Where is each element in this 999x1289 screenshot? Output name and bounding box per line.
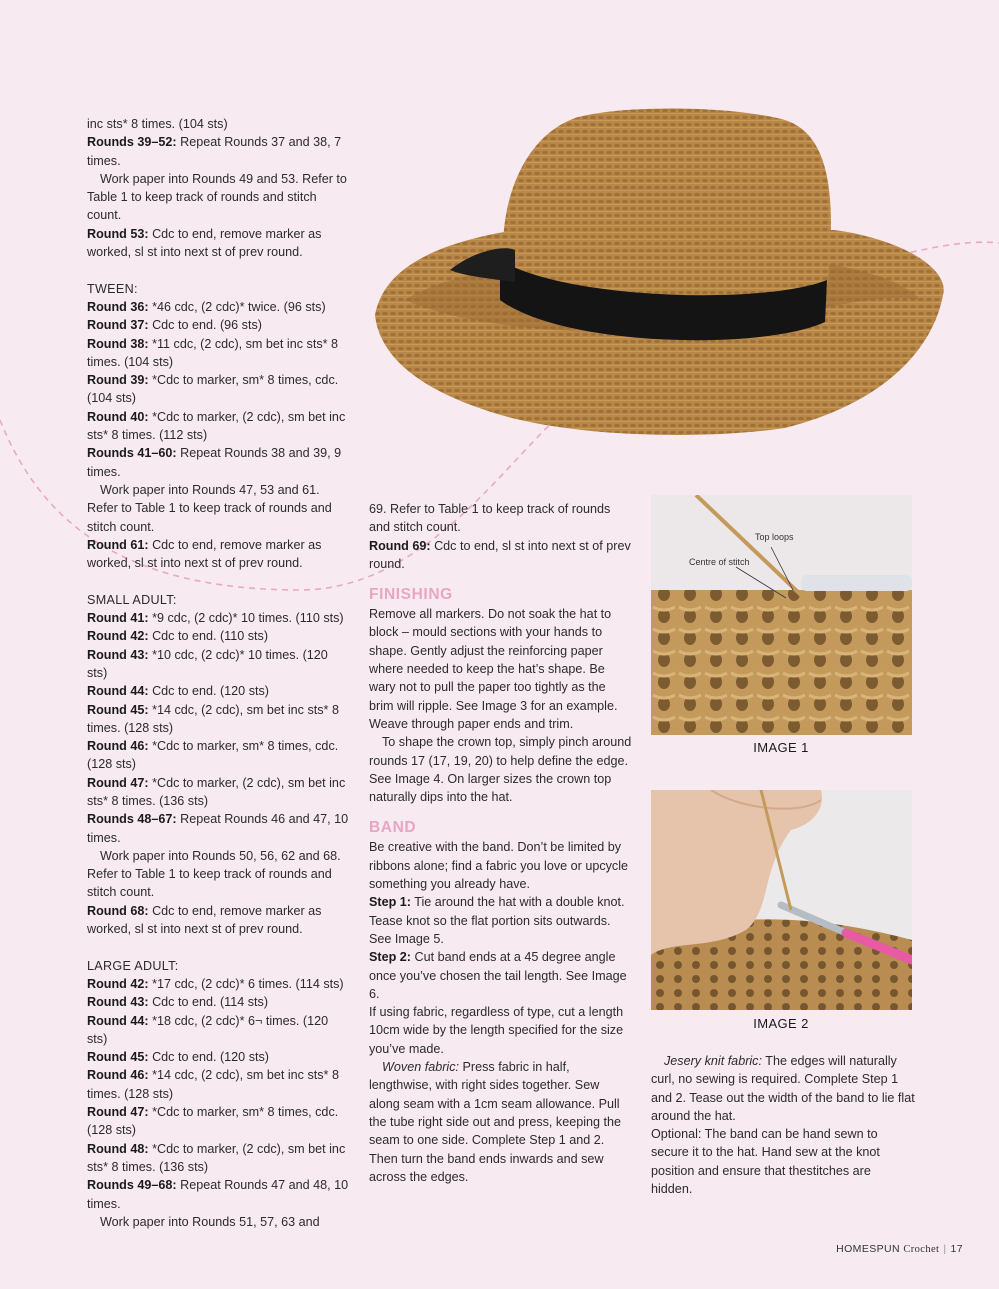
image-2-photo	[651, 790, 912, 1010]
instruction: Round 44: *18 cdc, (2 cdc)* 6¬ times. (120 sts)	[87, 1013, 329, 1046]
footer-brand: HOMESPUN	[836, 1243, 900, 1255]
paragraph: If using fabric, regardless of type, cut a length 10cm wide by the length specified for the size you’ve made.	[369, 1005, 624, 1056]
paragraph: Woven fabric: Press fabric in half, lengthwise, with right sides together. Sew along seam with a 1cm seam allowance. Pull the tube right side out and press, keeping the seam to one side. Complete Step 1 and 2. Then turn the band ends inwards and sew across the edges.	[369, 1060, 622, 1184]
size-heading-tween: TWEEN:	[87, 281, 138, 296]
image-1-photo	[651, 495, 912, 735]
note: Work paper into Rounds 49 and 53. Refer to Table 1 to keep track of rounds and stitch count.	[87, 171, 347, 223]
instruction: Round 45: *14 cdc, (2 cdc), sm bet inc sts* 8 times. (128 sts)	[87, 702, 339, 735]
instruction: Round 46: *14 cdc, (2 cdc), sm bet inc sts* 8 times. (128 sts)	[87, 1068, 339, 1101]
instruction: Round 42: *17 cdc, (2 cdc)* 6 times. (114 sts)	[87, 976, 344, 991]
column-2	[369, 500, 633, 1186]
section-heading-finishing: FINISHING	[369, 586, 453, 604]
instruction: Round 38: *11 cdc, (2 cdc), sm bet inc sts* 8 times. (104 sts)	[87, 336, 339, 369]
straw-hat-photo	[365, 100, 955, 445]
size-heading-large-adult: LARGE ADULT:	[87, 958, 179, 973]
note: Work paper into Rounds 51, 57, 63 and	[100, 1214, 320, 1229]
instruction: Step 1: Tie around the hat with a double knot. Tease knot so the flat portion sits outwards. See Image 5.	[369, 895, 625, 946]
size-heading-small-adult: SMALL ADULT:	[87, 592, 177, 607]
instruction: Round 44: Cdc to end. (120 sts)	[87, 684, 269, 699]
instruction: Round 40: *Cdc to marker, (2 cdc), sm bet inc sts* 8 times. (112 sts)	[87, 409, 346, 443]
paragraph: Optional: The band can be hand sewn to secure it to the hat. Hand sew at the knot position and ensure that thestitches are hidden.	[651, 1127, 880, 1197]
page-footer: HOMESPUN Crochet | 17	[836, 1243, 963, 1255]
label-centre-of-stitch: Centre of stitch	[689, 557, 750, 567]
instruction: Round 46: *Cdc to marker, sm* 8 times, cdc. (128 sts)	[87, 739, 339, 772]
note: Work paper into Rounds 47, 53 and 61. Refer to Table 1 to keep track of rounds and stitch count.	[87, 482, 332, 534]
image-1-caption: IMAGE 1	[753, 740, 809, 755]
instruction: Rounds 49–68: Repeat Rounds 47 and 48, 10 times.	[87, 1178, 349, 1211]
instruction: Round 36: *46 cdc, (2 cdc)* twice. (96 sts)	[87, 299, 326, 314]
instruction: Round 47: *Cdc to marker, sm* 8 times, cdc. (128 sts)	[87, 1105, 339, 1138]
column-3	[651, 1052, 915, 1198]
instruction: Round 41: *9 cdc, (2 cdc)* 10 times. (110 sts)	[87, 611, 344, 626]
footer-brand-sub: Crochet	[903, 1244, 940, 1255]
section-heading-band: BAND	[369, 819, 417, 837]
instruction: Round 61: Cdc to end, remove marker as worked, sl st into next st of prev round.	[87, 537, 322, 571]
paragraph: Jesery knit fabric: The edges will naturally curl, no sewing is required. Complete Step 1 and 2. Tease out the width of the band to lie flat around the hat.	[651, 1054, 915, 1123]
image-2-caption: IMAGE 2	[753, 1016, 809, 1031]
instruction: Round 37: Cdc to end. (96 sts)	[87, 318, 262, 333]
instruction: Round 53: Cdc to end, remove marker as worked, sl st into next st of prev round.	[87, 226, 322, 260]
instruction: Round 47: *Cdc to marker, (2 cdc), sm bet inc sts* 8 times. (136 sts)	[87, 775, 346, 808]
instruction: Round 43: *10 cdc, (2 cdc)* 10 times. (120 sts)	[87, 647, 328, 680]
paragraph: To shape the crown top, simply pinch around rounds 17 (17, 19, 20) to help define the edge. See Image 4. On larger sizes the crown top naturally dips into the hat.	[369, 735, 632, 805]
instruction: Round 48: *Cdc to marker, (2 cdc), sm bet inc sts* 8 times. (136 sts)	[87, 1141, 346, 1174]
instruction: Round 39: *Cdc to marker, sm* 8 times, cdc. (104 sts)	[87, 373, 339, 406]
instruction: Step 2: Cut band ends at a 45 degree angle once you’ve chosen the tail length. See Image 6.	[369, 950, 627, 1001]
page-number: 17	[950, 1243, 963, 1255]
instruction: Round 45: Cdc to end. (120 sts)	[87, 1050, 269, 1065]
instruction: Round 43: Cdc to end. (114 sts)	[87, 995, 269, 1010]
instruction: Round 42: Cdc to end. (110 sts)	[87, 629, 269, 644]
instruction: Rounds 48–67: Repeat Rounds 46 and 47, 10 times.	[87, 812, 349, 845]
label-top-loops: Top loops	[755, 532, 794, 542]
note: Work paper into Rounds 50, 56, 62 and 68. Refer to Table 1 to keep track of rounds and stitch count.	[87, 848, 341, 900]
instruction: Round 69: Cdc to end, sl st into next st of prev round.	[369, 538, 631, 571]
instruction: Rounds 41–60: Repeat Rounds 38 and 39, 9 times.	[87, 446, 342, 479]
paragraph: Be creative with the band. Don’t be limited by ribbons alone; find a fabric you love or upcycle something you already have.	[369, 840, 629, 892]
text-line: inc sts* 8 times. (104 sts)	[87, 117, 228, 131]
paragraph: Remove all markers. Do not soak the hat to block – mould sections with your hands to shape. Gently adjust the reinforcing paper where needed to keep the hat’s shape. Be wary not to pull the paper too tightly as the brim will ripple. See Image 3 for an example. Weave through paper ends and trim.	[369, 607, 618, 731]
instruction: Rounds 39–52: Repeat Rounds 37 and 38, 7 times.	[87, 135, 342, 168]
column-1	[87, 115, 349, 1231]
instruction: Round 68: Cdc to end, remove marker as worked, sl st into next st of prev round.	[87, 903, 322, 937]
text-line: 69. Refer to Table 1 to keep track of rounds and stitch count.	[369, 502, 611, 535]
